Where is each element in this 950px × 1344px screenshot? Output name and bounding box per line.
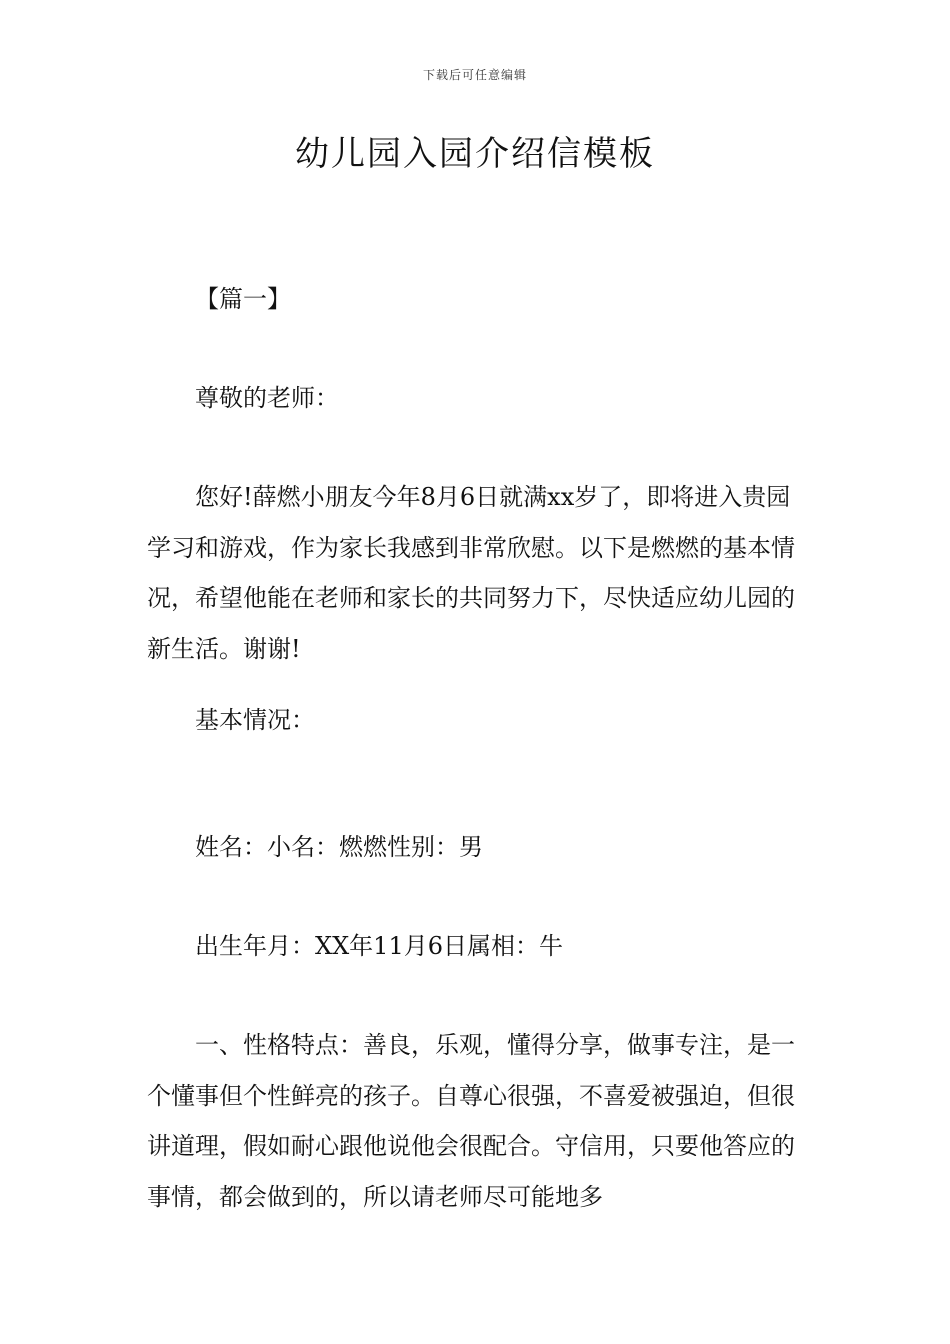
salutation: 尊敬的老师：: [195, 384, 339, 412]
birth-line: 出生年月：XX年11月6日属相：牛: [195, 932, 563, 960]
intro-paragraph: 您好!薛燃小朋友今年8月6日就满xx岁了，即将进入贵园学习和游戏，作为家长我感到非常欣慰。以下是燃燃的基本情况，希望他能在老师和家长的共同努力下，尽快适应幼儿园的新生活。谢谢!: [147, 483, 795, 663]
section-heading: 【篇一】: [195, 285, 291, 313]
name-line: 姓名：小名：燃燃性别：男: [195, 833, 483, 861]
document-title: 幼儿园入园介绍信模板: [295, 134, 655, 174]
header-note: 下载后可任意编辑: [422, 68, 527, 82]
personality-paragraph: 一、性格特点：善良，乐观，懂得分享，做事专注，是一个懂事但个性鲜亮的孩子。自尊心很强，不喜爱被强迫，但很讲道理，假如耐心跟他说他会很配合。守信用，只要他答应的事情，都会做到的，所以请老师尽可能地多: [147, 1031, 795, 1211]
basic-info-heading: 基本情况：: [195, 706, 315, 734]
